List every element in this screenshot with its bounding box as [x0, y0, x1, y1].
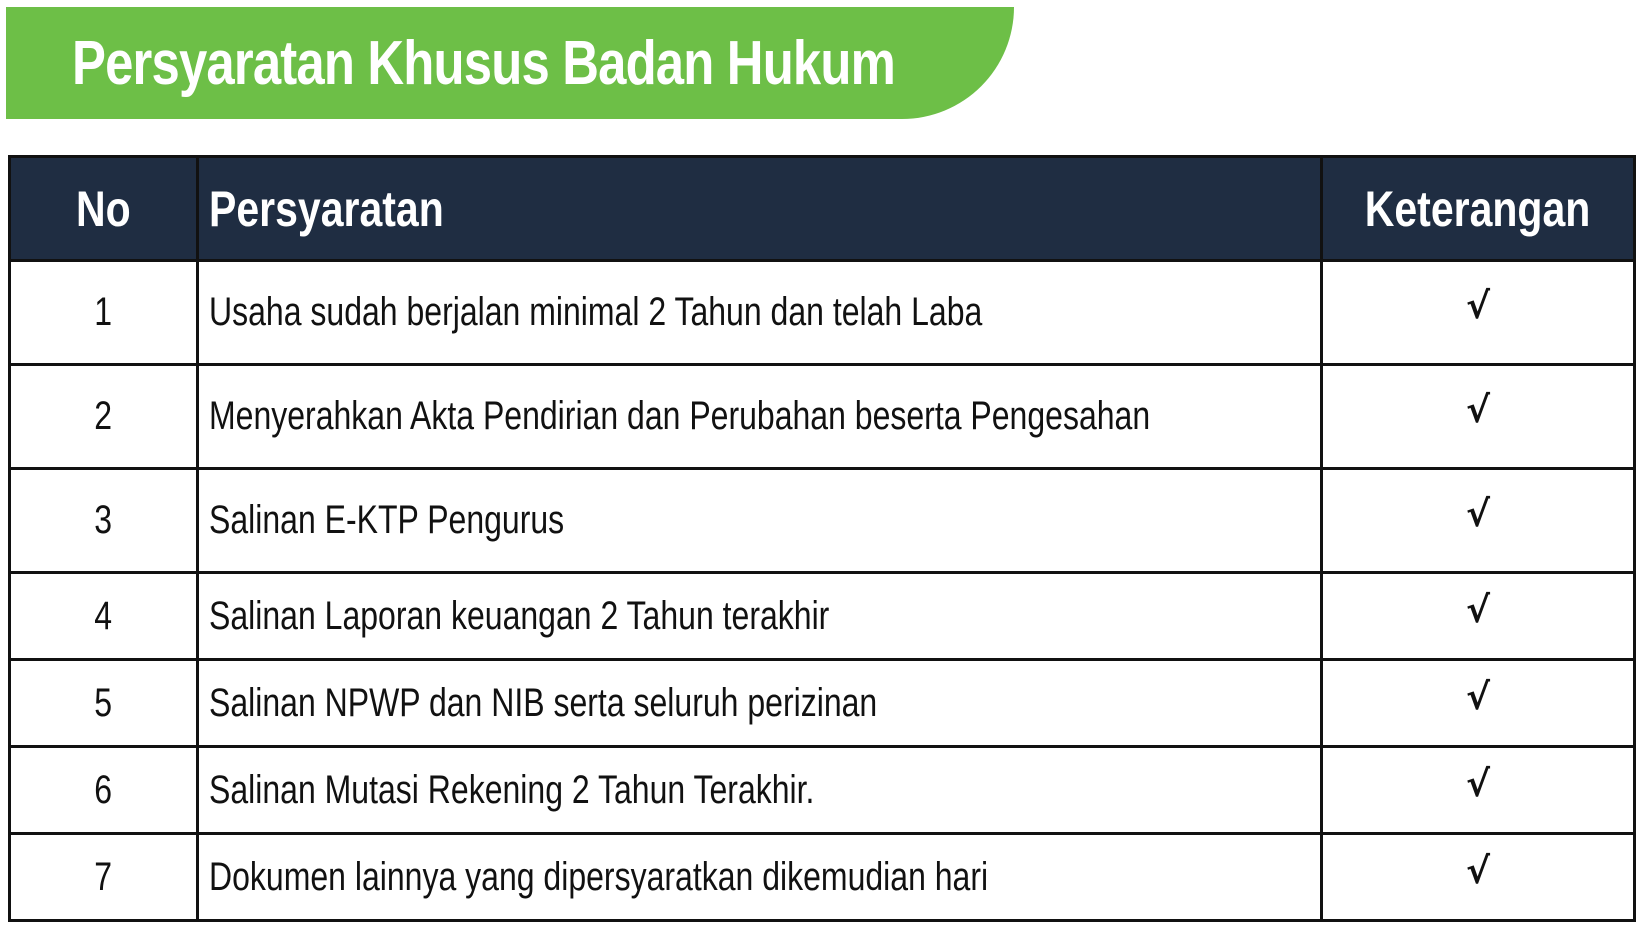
table-row — [10, 747, 1635, 834]
page-title: Persyaratan Khusus Badan Hukum — [72, 28, 895, 98]
row-number: 6 — [10, 747, 198, 834]
table-row — [10, 261, 1635, 365]
header-note: Keterangan — [1322, 157, 1635, 261]
table-row — [10, 573, 1635, 660]
row-requirement: Salinan NPWP dan NIB serta seluruh perizinan — [198, 660, 1322, 747]
table-row — [10, 365, 1635, 469]
title-banner — [6, 7, 1014, 119]
header-requirement: Persyaratan — [198, 157, 1322, 261]
checkmark-icon: √ — [1322, 365, 1635, 469]
checkmark-icon: √ — [1322, 469, 1635, 573]
checkmark-icon: √ — [1322, 660, 1635, 747]
table-header-row — [10, 157, 1635, 261]
checkmark-icon: √ — [1322, 747, 1635, 834]
row-requirement: Salinan Mutasi Rekening 2 Tahun Terakhir. — [198, 747, 1322, 834]
row-number: 5 — [10, 660, 198, 747]
row-requirement: Salinan Laporan keuangan 2 Tahun terakhir — [198, 573, 1322, 660]
row-requirement: Menyerahkan Akta Pendirian dan Perubahan beserta Pengesahan — [198, 365, 1322, 469]
row-requirement: Usaha sudah berjalan minimal 2 Tahun dan telah Laba — [198, 261, 1322, 365]
table-row — [10, 834, 1635, 921]
requirements-table — [8, 155, 1636, 922]
header-no: No — [10, 157, 198, 261]
row-requirement: Dokumen lainnya yang dipersyaratkan dikemudian hari — [198, 834, 1322, 921]
checkmark-icon: √ — [1322, 261, 1635, 365]
row-number: 7 — [10, 834, 198, 921]
table-row — [10, 660, 1635, 747]
checkmark-icon: √ — [1322, 834, 1635, 921]
table-row — [10, 469, 1635, 573]
row-requirement: Salinan E-KTP Pengurus — [198, 469, 1322, 573]
row-number: 3 — [10, 469, 198, 573]
checkmark-icon: √ — [1322, 573, 1635, 660]
row-number: 1 — [10, 261, 198, 365]
row-number: 4 — [10, 573, 198, 660]
row-number: 2 — [10, 365, 198, 469]
